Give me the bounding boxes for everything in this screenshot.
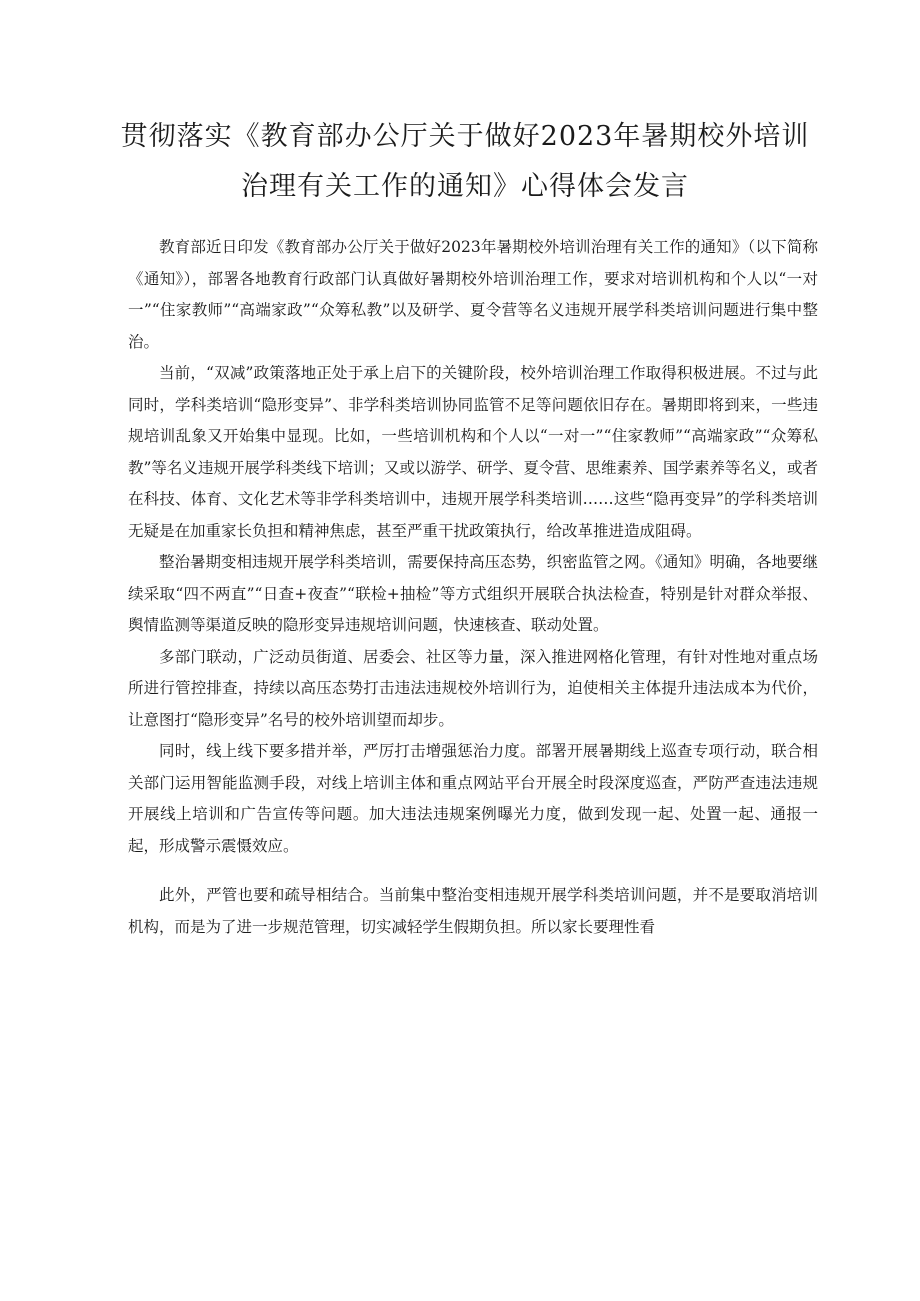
document-title xyxy=(120,112,810,212)
paragraph-3: 整治暑期变相违规开展学科类培训，需要保持高压态势，织密监管之网。《通知》明确，各地要继续采取“四不两直”“日查+夜查”“联检+抽检”等方式组织开展联合执法检查，特别是针对群众举报、舆情监测等渠道反映的隐形变异违规培训问题，快速核查、联动处置。 xyxy=(128,553,818,634)
document-body xyxy=(128,232,818,943)
title-line-1: 贯彻落实《教育部办公厅关于做好2023年暑期校外培训 xyxy=(120,121,810,152)
title-line-2: 治理有关工作的通知》心得体会发言 xyxy=(241,171,689,202)
paragraph-4: 多部门联动，广泛动员街道、居委会、社区等力量，深入推进网格化管理，有针对性地对重点场所进行管控排查，持续以高压态势打击违法违规校外培训行为，迫使相关主体提升违法成本为代价，让意图打“隐形变异”名号的校外培训望而却步。 xyxy=(128,647,818,729)
paragraph-1: 教育部近日印发《教育部办公厅关于做好2023年暑期校外培训治理有关工作的通知》（以下简称《通知》），部署各地教育行政部门认真做好暑期校外培训治理工作，要求对培训机构和个人以“一对一”“住家教师”“高端家政”“众筹私教”以及研学、夏令营等名义违规开展学科类培训问题进行集中整治。 xyxy=(128,238,818,351)
paragraph-6: 此外，严管也要和疏导相结合。当前集中整治变相违规开展学科类培训问题，并不是要取消培训机构，而是为了进一步规范管理，切实减轻学生假期负担。所以家长要理性看 xyxy=(128,886,818,936)
paragraph-5: 同时，线上线下要多措并举，严厉打击增强惩治力度。部署开展暑期线上巡查专项行动，联合相关部门运用智能监测手段，对线上培训主体和重点网站平台开展全时段深度巡查，严防严查违法违规开展线上培训和广告宣传等问题。加大违法违规案例曝光力度，做到发现一起、处置一起、通报一起，形成警示震慑效应。 xyxy=(128,742,818,855)
paragraph-2: 当前，“双减”政策落地正处于承上启下的关键阶段，校外培训治理工作取得积极进展。不过与此同时，学科类培训“隐形变异”、非学科类培训协同监管不足等问题依旧存在。暑期即将到来，一些违规培训乱象又开始集中显现。比如，一些培训机构和个人以“一对一”“住家教师”“高端家政”“众筹私教”等名义违规开展学科类线下培训；又或以游学、研学、夏令营、思维素养、国学素养等名义，或者在科技、体育、文化艺术等非学科类培训中，违规开展学科类培训……这些“隐再变异”的学科类培训无疑是在加重家长负担和精神焦虑，甚至严重干扰政策执行，给改革推进造成阻碍。 xyxy=(128,364,818,540)
